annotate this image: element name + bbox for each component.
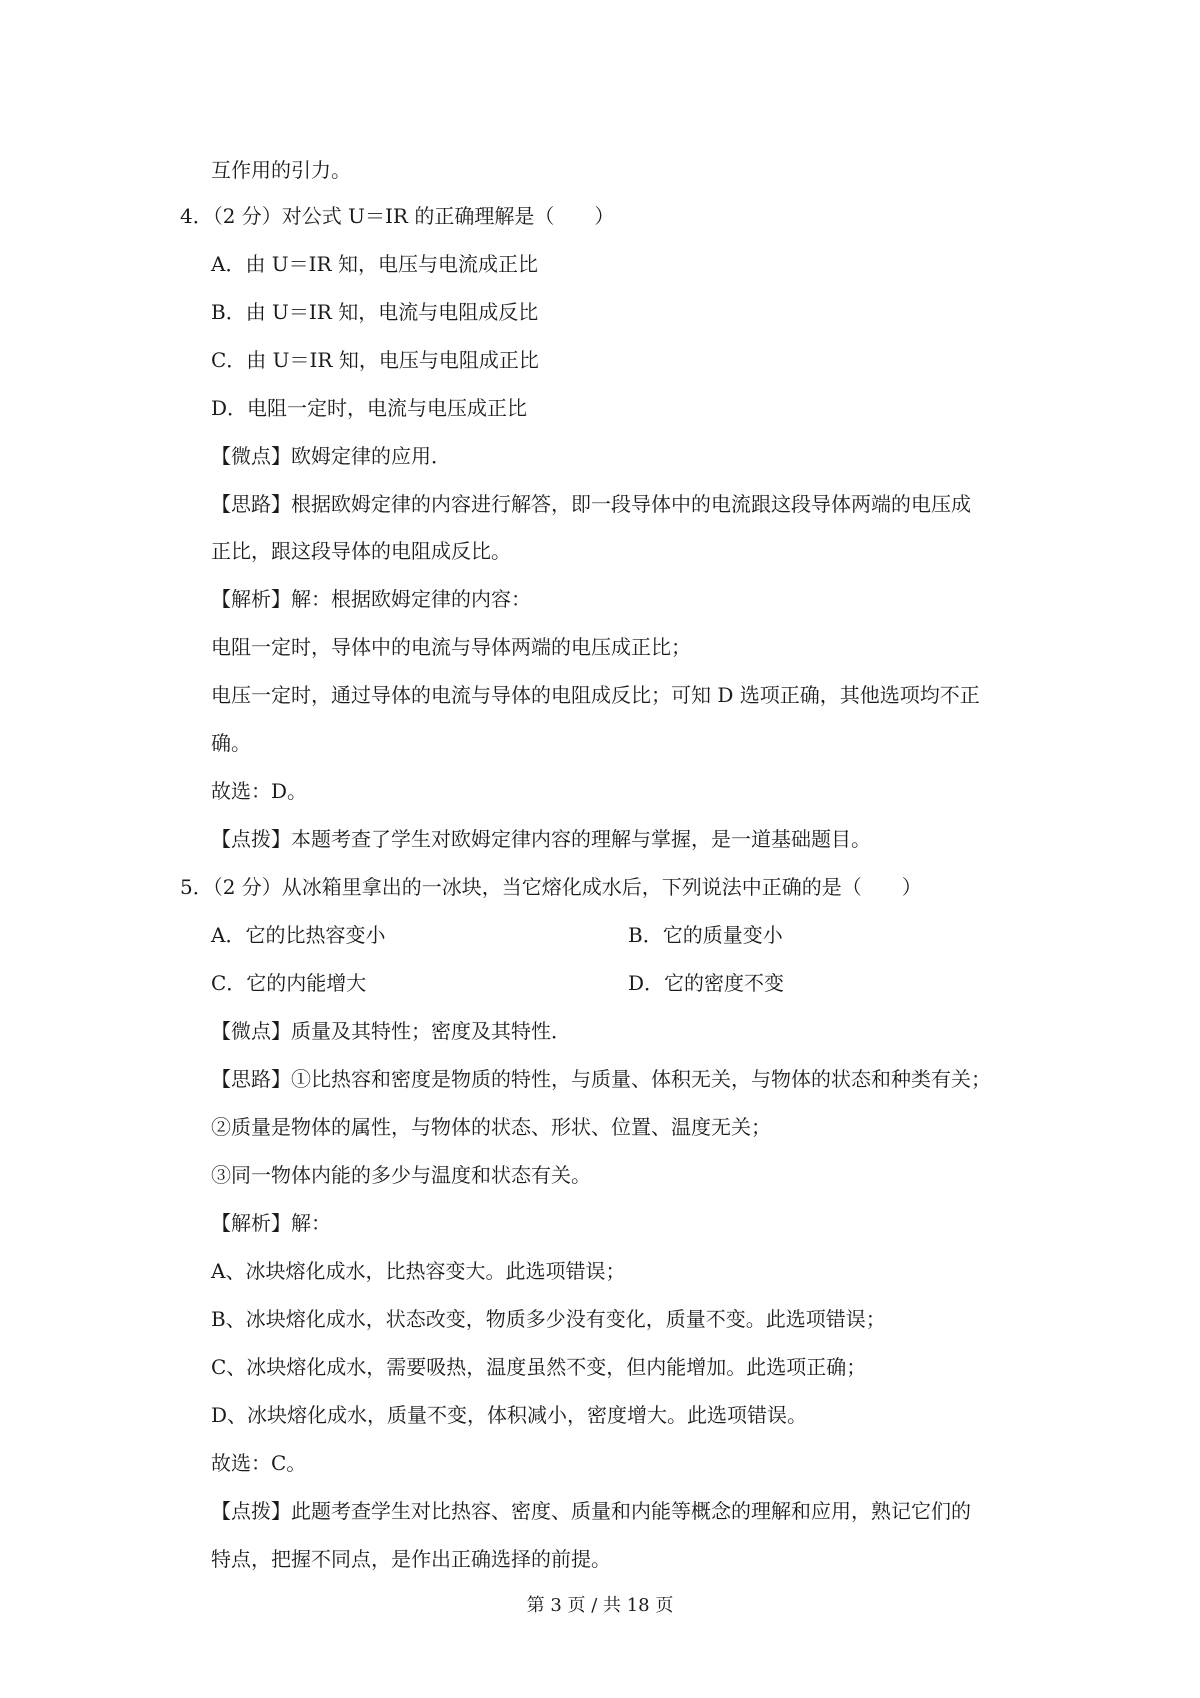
question-5-stem: 5．（2 分）从冰箱里拿出的一冰块，当它熔化成水后，下列说法中正确的是（ ） (180, 875, 922, 899)
q5-jiexi-line-2: A、冰块熔化成水，比热容变大。此选项错误； (211, 1259, 626, 1283)
q4-option-b: B．由 U＝IR 知，电流与电阻成反比 (211, 300, 539, 324)
q4-jiexi-line-3: 电压一定时，通过导体的电流与导体的电阻成反比；可知 D 选项正确，其他选项均不正 (211, 683, 980, 707)
page-footer: 第 3 页 / 共 18 页 (526, 1595, 674, 1616)
q4-jiexi-line-2: 电阻一定时，导体中的电流与导体两端的电压成正比； (211, 635, 691, 659)
q5-option-c: C．它的内能增大 (211, 971, 367, 995)
q4-silu-line-2: 正比，跟这段导体的电阻成反比。 (211, 539, 511, 563)
q5-dianbo-line-2: 特点，把握不同点，是作出正确选择的前提。 (211, 1547, 611, 1571)
q4-silu-line-1: 【思路】根据欧姆定律的内容进行解答，即一段导体中的电流跟这段导体两端的电压成 (211, 492, 971, 516)
question-4-stem: 4．（2 分）对公式 U＝IR 的正确理解是（ ） (180, 204, 615, 228)
q5-weidian: 【微点】质量及其特性；密度及其特性． (211, 1019, 571, 1043)
q5-jiexi-line-5: D、冰块熔化成水，质量不变，体积减小，密度增大。此选项错误。 (211, 1403, 808, 1427)
q4-jiexi-line-4: 确。 (211, 731, 251, 755)
q4-option-a: A．由 U＝IR 知，电压与电流成正比 (211, 252, 538, 276)
q4-jiexi-line-1: 【解析】解：根据欧姆定律的内容： (211, 587, 531, 611)
q5-silu-line-1: 【思路】①比热容和密度是物质的特性，与质量、体积无关，与物体的状态和种类有关； (211, 1067, 991, 1091)
q4-option-d: D．电阻一定时，电流与电压成正比 (211, 396, 528, 420)
q4-answer: 故选：D。 (211, 779, 308, 803)
q5-jiexi-line-1: 【解析】解： (211, 1211, 331, 1235)
q4-weidian: 【微点】欧姆定律的应用． (211, 444, 451, 468)
q5-jiexi-line-4: C、冰块熔化成水，需要吸热，温度虽然不变，但内能增加。此选项正确； (211, 1355, 867, 1379)
q5-option-a: A．它的比热容变小 (211, 923, 386, 947)
q4-dianbo: 【点拨】本题考查了学生对欧姆定律内容的理解与掌握，是一道基础题目。 (211, 827, 871, 851)
q5-answer: 故选：C。 (211, 1451, 307, 1475)
q5-option-b: B．它的质量变小 (628, 923, 783, 947)
q5-dianbo-line-1: 【点拨】此题考查学生对比热容、密度、质量和内能等概念的理解和应用，熟记它们的 (211, 1499, 971, 1523)
q5-jiexi-line-3: B、冰块熔化成水，状态改变，物质多少没有变化，质量不变。此选项错误； (211, 1307, 886, 1331)
q5-silu-line-3: ③同一物体内能的多少与温度和状态有关。 (211, 1163, 591, 1187)
q5-option-d: D．它的密度不变 (628, 971, 785, 995)
continuation-text: 互作用的引力。 (211, 158, 351, 182)
q4-option-c: C．由 U＝IR 知，电压与电阻成正比 (211, 348, 539, 372)
q5-silu-line-2: ②质量是物体的属性，与物体的状态、形状、位置、温度无关； (211, 1115, 771, 1139)
